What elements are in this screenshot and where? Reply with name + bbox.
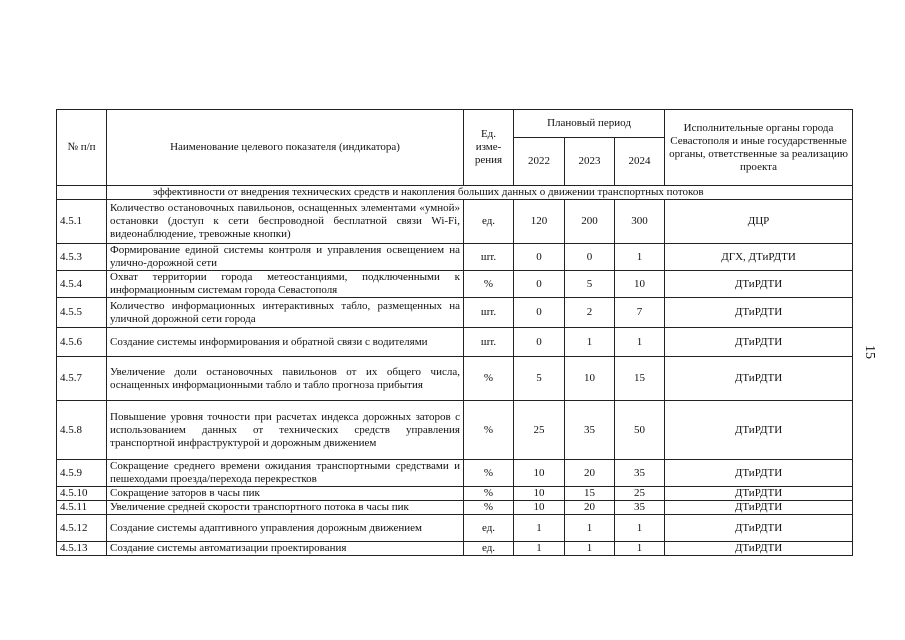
executor-cell: ДТиРДТИ	[665, 271, 853, 298]
indicator-name: Охват территории города метеостанциями, подключенными к информационным системам города Севастополя	[107, 271, 464, 298]
indicator-name: Увеличение доли остановочных павильонов от их общего числа, оснащенных информационными табло и табло прогноза прибытия	[107, 357, 464, 401]
unit-cell: ед.	[464, 200, 514, 244]
header-num: № п/п	[57, 110, 107, 186]
indicator-name: Увеличение средней скорости транспортного потока в часы пик	[107, 501, 464, 515]
value-2023: 1	[565, 542, 615, 556]
value-2022: 10	[514, 487, 565, 501]
value-2023: 1	[565, 328, 615, 357]
indicator-name: Создание системы адаптивного управления дорожным движением	[107, 515, 464, 542]
unit-cell: %	[464, 401, 514, 460]
value-2022: 0	[514, 298, 565, 328]
table-row	[57, 271, 853, 298]
row-number: 4.5.3	[57, 244, 107, 271]
executor-cell: ДГХ, ДТиРДТИ	[665, 244, 853, 271]
unit-cell: шт.	[464, 328, 514, 357]
page-number: 15	[862, 345, 877, 359]
value-2022: 0	[514, 328, 565, 357]
unit-cell: %	[464, 487, 514, 501]
indicator-name: Сокращение среднего времени ожидания транспортными средствами и пешеходами проезда/перехода перекрестков	[107, 460, 464, 487]
value-2024: 35	[615, 501, 665, 515]
value-2024: 1	[615, 515, 665, 542]
unit-cell: %	[464, 501, 514, 515]
header-exec: Исполнительные органы города Севастополя и иные государственные органы, ответственные за реализацию проекта	[665, 110, 853, 186]
header-year: 2023	[565, 138, 615, 186]
value-2023: 2	[565, 298, 615, 328]
value-2024: 10	[615, 271, 665, 298]
section-title: эффективности от внедрения технических средств и накопления больших данных о движении транспортных потоков	[107, 186, 853, 200]
value-2024: 1	[615, 244, 665, 271]
value-2024: 1	[615, 542, 665, 556]
value-2024: 15	[615, 357, 665, 401]
header-row	[57, 110, 853, 138]
value-2022: 10	[514, 460, 565, 487]
value-2024: 50	[615, 401, 665, 460]
table-row	[57, 487, 853, 501]
indicator-name: Создание системы информирования и обратной связи с водителями	[107, 328, 464, 357]
row-number: 4.5.12	[57, 515, 107, 542]
row-number: 4.5.10	[57, 487, 107, 501]
section-row	[57, 186, 853, 200]
value-2022: 10	[514, 501, 565, 515]
header-unit: Ед. изме-рения	[464, 110, 514, 186]
executor-cell: ДТиРДТИ	[665, 298, 853, 328]
table-row	[57, 244, 853, 271]
value-2022: 0	[514, 244, 565, 271]
value-2023: 10	[565, 357, 615, 401]
table-body	[57, 200, 853, 556]
table-row	[57, 501, 853, 515]
value-2023: 5	[565, 271, 615, 298]
value-2024: 1	[615, 328, 665, 357]
value-2023: 0	[565, 244, 615, 271]
row-number: 4.5.11	[57, 501, 107, 515]
row-number: 4.5.5	[57, 298, 107, 328]
table-row	[57, 542, 853, 556]
value-2023: 1	[565, 515, 615, 542]
indicator-name: Формирование единой системы контроля и управления освещением на улично-дорожной сети	[107, 244, 464, 271]
unit-cell: %	[464, 460, 514, 487]
header-year: 2022	[514, 138, 565, 186]
executor-cell: ДТиРДТИ	[665, 501, 853, 515]
value-2024: 300	[615, 200, 665, 244]
value-2023: 35	[565, 401, 615, 460]
executor-cell: ДТиРДТИ	[665, 328, 853, 357]
row-number: 4.5.9	[57, 460, 107, 487]
value-2023: 20	[565, 460, 615, 487]
value-2022: 25	[514, 401, 565, 460]
indicator-name: Количество информационных интерактивных табло, размещенных на уличной дорожной сети города	[107, 298, 464, 328]
unit-cell: шт.	[464, 244, 514, 271]
row-number: 4.5.8	[57, 401, 107, 460]
value-2022: 5	[514, 357, 565, 401]
value-2022: 120	[514, 200, 565, 244]
table-row	[57, 298, 853, 328]
value-2022: 1	[514, 515, 565, 542]
table-row	[57, 357, 853, 401]
header-plan-period: Плановый период	[514, 110, 665, 138]
unit-cell: %	[464, 271, 514, 298]
value-2022: 0	[514, 271, 565, 298]
executor-cell: ДТиРДТИ	[665, 515, 853, 542]
executor-cell: ДЦР	[665, 200, 853, 244]
value-2023: 20	[565, 501, 615, 515]
indicator-name: Создание системы автоматизации проектирования	[107, 542, 464, 556]
executor-cell: ДТиРДТИ	[665, 542, 853, 556]
executor-cell: ДТиРДТИ	[665, 487, 853, 501]
header-year: 2024	[615, 138, 665, 186]
table-row	[57, 200, 853, 244]
row-number: 4.5.1	[57, 200, 107, 244]
value-2023: 200	[565, 200, 615, 244]
row-number: 4.5.7	[57, 357, 107, 401]
value-2024: 35	[615, 460, 665, 487]
indicator-name: Количество остановочных павильонов, оснащенных элементами «умной» остановки (доступ к сети беспроводной бесплатной связи Wi-Fi, видеонаблюдение, тревожные кнопки)	[107, 200, 464, 244]
header-name: Наименование целевого показателя (индикатора)	[107, 110, 464, 186]
executor-cell: ДТиРДТИ	[665, 357, 853, 401]
indicator-table	[56, 109, 853, 556]
value-2022: 1	[514, 542, 565, 556]
value-2024: 7	[615, 298, 665, 328]
executor-cell: ДТиРДТИ	[665, 460, 853, 487]
executor-cell: ДТиРДТИ	[665, 401, 853, 460]
value-2024: 25	[615, 487, 665, 501]
value-2023: 15	[565, 487, 615, 501]
unit-cell: %	[464, 357, 514, 401]
row-number: 4.5.13	[57, 542, 107, 556]
unit-cell: шт.	[464, 298, 514, 328]
indicator-name: Сокращение заторов в часы пик	[107, 487, 464, 501]
table-row	[57, 515, 853, 542]
unit-cell: ед.	[464, 515, 514, 542]
row-number: 4.5.4	[57, 271, 107, 298]
unit-cell: ед.	[464, 542, 514, 556]
table-row	[57, 401, 853, 460]
table-row	[57, 328, 853, 357]
table-row	[57, 460, 853, 487]
row-number: 4.5.6	[57, 328, 107, 357]
indicator-name: Повышение уровня точности при расчетах индекса дорожных заторов с использованием данных от технических средств управления транспортной инфраструктурой и дорожным движением	[107, 401, 464, 460]
